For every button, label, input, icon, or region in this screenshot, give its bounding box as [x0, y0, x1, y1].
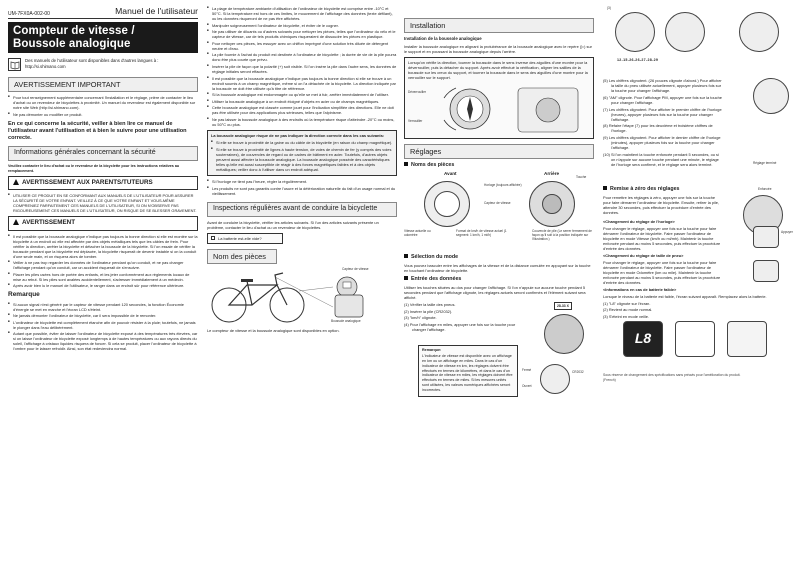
- list-item: ■ Pour tout renseignement supplémentaire concernant l'installation et le réglage, prière de contacter le lieu d'achat ou un revendeur de bicyclettes à proximité. Un manuel du revendeur est également disponible sur notre site Web (http://si.shimano.com).: [8, 95, 198, 110]
- product-title-line2: Boussole analogique: [13, 37, 131, 50]
- label-press: Appuyer: [781, 229, 793, 234]
- list-item: (1) Vérifier la taille des pneus.: [404, 301, 456, 307]
- list-item: ■ Manipuler soigneusement l'ordinateur de bicyclette, et éviter de le cogner.: [207, 23, 397, 28]
- tire-change-text: Pour changer le réglage, appuyer une fois sur la touche pour faire démarrer l'ordinateur de bicyclette. Faire passer l'ordinateur de bicyclette en mode Odomètre (km ou mile). Maintenir la touche enfoncée pendant au moins 5 secondes, puis effectuer la procédure d'entrée des données.: [603, 259, 721, 285]
- battery-change-title: <Informations en cas de batterie faible>: [603, 286, 677, 292]
- list-item: ■ Ne pas laisser la boussole analogique à des endroits où la température risque d'atteindre -20°C ou moins, ou 50°C ou plus.: [207, 117, 397, 127]
- label-unlock: Déverrouiller: [408, 89, 427, 94]
- list-item: ■ Ne pas démonter ou modifier ce produit.: [8, 112, 198, 117]
- install-box: [404, 57, 594, 139]
- list-item: ■ Si aucun signal n'est généré par le capteur de vitesse pendant 120 secondes, la fonction Économie d'énergie se met en marche et l'écran LCD s'éteint.: [8, 302, 198, 312]
- install-box-text: Lorsqu'on vérifie la direction, tourner la boussole dans le sens inverse des aiguilles d'une montre pour la déverrouiller, puis la détacher du support. Après avoir effectué la vérification, aligner les saillies de la boussole sur les creux du support, et tourner la boussole dans le sens des aiguilles d'une montre pour la verrouiller sur le support.: [408, 59, 588, 80]
- column-4: [603, 6, 797, 384]
- mode-subtitle: Sélection du mode: [411, 254, 459, 261]
- bicycle-figure: [207, 267, 397, 325]
- list-item: ■ Il est possible que la boussole analogique n'indique pas toujours la bonne direction si elle se trouve à un endroit soumis à un champ magnétique, même si on l'a détachée de la bicyclette. La direction indiquée par la boussole ne doit être utilisée qu'à titre de référence.: [207, 76, 397, 91]
- important-list: [8, 95, 198, 117]
- list-item: ■ Autant que possible, éviter de laisser l'ordinateur de bicyclette exposé à des températures très élevées, car si on laisse l'ordinateur de bicyclette exposé longtemps à de hautes températures ou aux rayons directs du soleil, l'affichage à cristaux liquides risquera de foncer. Si cela se produit, placer l'ordinateur de bicyclette à l'ombre pour le laisser refroidir. Ainsi, son état redeviendra normal.: [8, 331, 198, 351]
- list-item: ■ L'ordinateur de bicyclette est complètement étanche afin de pouvoir résister à la pluie; toutefois, ne jamais le plonger dans l'eau délibérément.: [8, 320, 198, 330]
- precautions-list-2: [207, 179, 397, 196]
- warning-triangle-icon: [13, 179, 19, 185]
- list-item: (6) "AM" clignote. Pour l'affichage PM, appuyer une fois sur la touche pour changer l'affichage.: [603, 94, 722, 105]
- web-note-text: Des manuels de l'utilisateur sont disponibles dans d'autres langues à : http://si.shimano.com: [25, 58, 159, 69]
- clock-change-text: Pour changer le réglage, appuyer une fois sur la touche pour faire démarrer l'ordinateur de bicyclette. Faire passer l'ordinateur de bicyclette en mode Vitesse (km/h ou mi/mh). Maintenir la touche enfoncée pendant au moins 5 secondes, puis effectuer la procédure d'entrée des données.: [603, 225, 721, 251]
- list-item: ■ La pile fournie à l'achat du produit est destinée à l'ordinateur de bicyclette ; la durée de vie de la pile pourra donc être plus courte que prévu.: [207, 52, 397, 62]
- warning-label: AVERTISSEMENT: [22, 219, 76, 227]
- label-speed-sensor-part: Capteur de vitesse: [484, 201, 511, 206]
- list-item: (4) Pour l'affichage en miles, appuyer une fois sur la touche pour changer l'affichage.: [404, 322, 516, 333]
- label-front: Avant: [444, 171, 457, 177]
- lcd-sleep: [727, 321, 767, 357]
- lcd-step5: [739, 12, 779, 52]
- clock-change-block: [603, 226, 797, 251]
- compass-note-title: La boussole analogique risque de ne pas indiquer la direction correcte dans les cas suivants:: [211, 132, 385, 138]
- label-lock: Verrouiller: [408, 118, 423, 123]
- list-item: ■ Après avoir bien lu le manuel de l'utilisateur, le ranger dans un endroit sûr pour référence ultérieure.: [8, 283, 198, 288]
- label-current-speed: Vitesse actuelle ou odomètre: [404, 229, 431, 238]
- label-closed: Fermé: [522, 367, 532, 372]
- entry-subheading: [404, 276, 594, 283]
- general-intro: Veuillez contacter le lieu d'achat ou le revendeur de la bicyclette pour les instructions relatives au remplacement.: [8, 163, 180, 173]
- list-item: (2) Revient au mode normal.: [603, 307, 653, 313]
- remark-list: [8, 302, 198, 352]
- doc-header: [8, 6, 198, 19]
- label-compass: Boussole analogique: [331, 319, 361, 324]
- list-item: (2) Insérer la pile (CR2032).: [404, 308, 453, 314]
- list-item: (1) "L8" clignote sur l'écran.: [603, 300, 651, 306]
- list-item: ■ Insérer la pile de façon que la polarité (+) soit visible. Si l'on insère la pile dans l'autre sens, les données de réglage initiales seront effacées.: [207, 64, 397, 74]
- tire-change-block: [603, 260, 797, 285]
- footer-note: Sous réserve de changement des spécifications sans préavis pour l'amélioration du produit. (French): [603, 373, 741, 382]
- list-item: ■ Si la boussole analogique est endommagée ou qu'elle se met à fuir, arrêter immédiatement de l'utiliser.: [207, 92, 397, 97]
- square-bullet-icon: [404, 276, 408, 280]
- inspection-checklist: [207, 233, 283, 244]
- compass-mount-icon: [408, 82, 588, 136]
- list-item: ■ Si elle se trouve à proximité de la gaine ou du câble de la bicyclette (en raison du champ magnétique).: [211, 140, 393, 145]
- entry-steps: [404, 302, 522, 332]
- list-item: (5) Les chiffres clignotent. (26 pouces clignote d'abord.) Pour afficher la taille du pneu utilisée actuellement, appuyer plusieurs fois sur la touche pour changer l'affichage.: [603, 78, 722, 93]
- list-item: ■ Il est possible que la boussole analogique n'indique pas toujours la bonne direction si elle est montée sur la bicyclette à un endroit où elle est affectée par des objets métalliques tels que les câbles de frein. Pour vérifier la direction, arrêter la bicyclette et détacher la boussole de la bicyclette. Si l'on essaie de vérifier la boussole pendant que la bicyclette est déplacée, la bicyclette risquerait de devenir instable si on la conduit d'une seule main, et on risquera alors de tomber.: [8, 234, 198, 259]
- label-reglage-termine: Réglage terminé: [753, 160, 777, 165]
- mode-subheading: [404, 254, 594, 261]
- general-heading: Informations générales concernant la sécurité: [8, 146, 198, 161]
- square-bullet-icon: [404, 254, 408, 258]
- entry-text: Utiliser les touches situées au dos pour changer l'affichage. Si l'on n'appuie sur aucune touche pendant 5 secondes pendant que l'affichage clignote, les réglages actuels seront confirmés et l'élément suivant sera affiché.: [404, 284, 586, 300]
- label-speed-sensor: Capteur de vitesse: [342, 267, 369, 272]
- label-touch: Touche: [576, 175, 587, 180]
- tire-change-lcd: [753, 260, 779, 282]
- list-item: ■ Ne pas utiliser de diluants ou d'autres solvants pour nettoyer les pièces, telles que l'ordinateur du vélo et le capteur de vitesse, car de tels produits chimiques risqueraient de dissoudre les pièces en plastique.: [207, 29, 397, 39]
- lcd-low-battery: L8: [623, 321, 663, 357]
- product-title-line1: Compteur de vitesse /: [13, 25, 135, 37]
- list-item: (7) Les chiffres clignotent. Pour afficher le premier chiffre de l'horloge (heures), appuyer plusieurs fois sur la touche pour changer l'affichage.: [603, 106, 722, 122]
- list-item: ■ Cette boussole analogique est classée comme jouet pour l'indication simplifiée des directions. Elle ne doit pas être utilisée pour des applications plus sérieuses, telles que l'alpinisme.: [207, 105, 397, 115]
- list-item: ■ UTILISER CE PRODUIT EN SE CONFORMANT AUX MANUELS DE L'UTILISATEUR POUR ASSURER LA SÉCURITÉ DE VOTRE ENFANT. VEILLEZ À CE QUE VOTRE ENFANT ET VOUS-MÊME COMPRENIEZ PARFAITEMENT CES MANUELS DE L'UTILISATEUR, SI ON N'OBSERVE PAS RIGOUREUSEMENT CES MANUELS DE L'UTILISATEUR, ON RISQUE DE SE BLESSER GRAVEMENT.: [8, 193, 198, 213]
- display-sequence-figure: [603, 6, 797, 132]
- warn-parents-heading: [8, 176, 198, 190]
- inspection-heading: Inspections régulières avant de conduire la bicyclette: [207, 202, 397, 217]
- clock-change-lcd: [753, 226, 779, 248]
- tire-illustration: [544, 314, 584, 354]
- remark-box-title: Remarque:: [422, 347, 442, 352]
- doc-code: UM-7FX0A-002-00: [8, 10, 50, 17]
- label-back: Arrière: [544, 171, 560, 177]
- label-open: Ouvert: [522, 383, 532, 388]
- remark-box: [418, 345, 518, 398]
- list-item: ■ Utiliser la boussole analogique à un endroit éloigné d'objets en acier ou de champs magnétiques.: [207, 99, 397, 104]
- label-enfoncee: Enfoncée: [758, 186, 772, 191]
- lcd-normal: [675, 321, 715, 357]
- remark-heading: Remarque: [8, 291, 40, 299]
- list-item: ■ La plage de température ambiante d'utilisation de l'ordinateur de bicyclette est comprise entre -10°C et 50°C. Si la température est hors de ces limites, le mouvement de l'affichage des données (texte défilant), ou les données risqueront de ne pas être affichées.: [207, 6, 397, 21]
- entry-subtitle: Entrée des données: [411, 275, 462, 282]
- bicycle-icon: [207, 267, 397, 325]
- square-bullet-icon: [603, 186, 607, 190]
- label-battery-type: CR2032: [572, 369, 584, 374]
- book-icon: [8, 58, 21, 71]
- reglage-row: [603, 160, 797, 183]
- parts-heading: Nom des pièces: [207, 249, 277, 264]
- list-item: ■ Si l'horloge ne tient pas l'heure, régler la régulièrement.: [207, 179, 397, 184]
- warning-list: [8, 234, 198, 289]
- column-2: [207, 6, 397, 335]
- warning-heading: [8, 216, 198, 230]
- inspection-item: La batterie est-elle vide?: [218, 235, 262, 241]
- remark-box-text: L'indicateur de vitesse est disponible avec un affichage en km ou un affichage en miles. Dans le cas d'un indicateur de vitesse en km, les réglages doivent être effectués en termes de kilomètres, et dans le cas d'un indicateur de vitesse en miles, les réglages doivent être effectués en termes de miles. Si les mesures unités sont utilisées, les valeurs numériques affichées seront incorrectes.: [422, 354, 513, 392]
- manual-title: Manuel de l'utilisateur: [115, 6, 198, 16]
- list-item: (9) Les chiffres clignotent. Pour afficher le dernier chiffre de l'horloge (minutes), appuyer plusieurs fois sur la touche pour changer l'affichage.: [603, 135, 721, 151]
- fig-num-3: (3): [607, 6, 611, 10]
- list-item: ■ Veiller à ne pas trop regarder les données de l'ordinateur pendant qu'on conduit, et ne pas changer l'affichage pendant qu'on conduit, car un accident risquerait de s'ensuivre.: [8, 260, 198, 270]
- compass-note-list: [211, 140, 393, 172]
- list-item: ■ Les produits ne sont pas garantis contre l'usure et la détérioration naturelle du fait d'un usage normal et du vieillissement.: [207, 186, 397, 196]
- label-battery-cover: Couvercle de pile (Le serrer fermement de façon qu'il soit à la position indiquée sur l'illustration.): [532, 229, 592, 242]
- column-1: [8, 6, 198, 353]
- reset-subtitle: Remise à zéro des réglages: [610, 185, 680, 192]
- battery-open-illustration: [540, 364, 570, 394]
- lcd-sequence: 12-15-26-26-27-28-29: [617, 58, 659, 62]
- clock-change-title: <Changement du réglage de l'horloge>: [603, 218, 675, 224]
- list-item: (8) Refaire l'étape (7) pour les deuxième et troisième chiffres de l'horloge.: [603, 123, 713, 134]
- battery-change-text: Lorsque le niveau de la batterie est faible, l'écran suivant apparaît. Remplacez alors la batterie.: [603, 293, 767, 299]
- label-unit-format: Format de km/h de vitesse actuel (1 segment: 1 km/h, 1 mi/h): [456, 229, 507, 238]
- install-subtitle: Installation de la boussole analogique: [404, 36, 482, 42]
- list-item: ■ Ne jamais démonter l'ordinateur de bicyclette, car il sera impossible de le remonter.: [8, 313, 198, 318]
- checkbox-icon: [211, 236, 215, 240]
- reset-text: Pour remettre les réglages à zéro, appuyer une fois sur la touche pour faire démarrer l'ordinateur de bicyclette. Ensuite, retirer la pile, attendre 30 secondes, puis effectuer la procédure d'entrée des données.: [603, 194, 720, 215]
- parents-list: [8, 193, 198, 213]
- label-clock: Horloge (toujours affichée): [484, 183, 522, 188]
- lock-figure: [408, 82, 590, 136]
- install-text: Installer la boussole analogique en alignant la protubérance de la boussole analogique avec le repère (▷) sur le support et en poussant la boussole analogique depuis l'arrière.: [404, 43, 592, 54]
- warn-parents-label: AVERTISSEMENT AUX PARENTS/TUTEURS: [22, 179, 153, 187]
- list-item: ■ Placer les piles usées hors de portée des enfants, et les jeter conformément aux règlements locaux de mise au rebut. Si les piles sont avalées accidentellement, s'adresser immédiatement à un médecin.: [8, 272, 198, 282]
- list-item: (3) S'éteint en mode veille.: [603, 314, 649, 320]
- column-3: [404, 6, 594, 408]
- web-note: [8, 58, 198, 71]
- entry-area: [404, 302, 594, 408]
- battery-steps: [603, 301, 797, 320]
- mode-text: Vous pouvez basculer entre les affichages de la vitesse et de la distance cumulée en appuyant sur la touche en touchant l'ordinateur de bicyclette.: [404, 262, 591, 273]
- safety-statement: En ce qui concerne la sécurité, veiller à bien lire ce manuel de l'utilisateur avant l'utilisation et à bien le suivre pour une utilisation correcte.: [8, 121, 187, 142]
- parts-subtitle: Noms des pièces: [411, 162, 455, 169]
- compass-note-box: [207, 130, 397, 176]
- list-item: ■ Pour nettoyer ces pièces, les essuyer avec un chiffon imprégné d'une solution très diluée de détergent neutre et d'eau.: [207, 41, 397, 51]
- installation-heading: Installation: [404, 18, 594, 33]
- lcd-step4: [665, 12, 705, 52]
- precautions-list: [207, 6, 397, 127]
- important-heading: AVERTISSEMENT IMPORTANT: [8, 77, 198, 92]
- list-item: (3) "km/h" clignote.: [404, 315, 437, 321]
- product-title-banner: [8, 22, 198, 53]
- reglages-heading: Réglages: [404, 144, 594, 159]
- warning-triangle-icon: [13, 219, 19, 225]
- parts-subheading: [404, 162, 594, 169]
- tire-change-title: <Changement du réglage de taille de pneu>: [603, 252, 684, 258]
- list-item: (10) Si l'on maintient la touche enfoncée pendant 5 secondes, ou si on n'appuie sur aucune touche pendant une minute, le réglage de l'horloge sera confirmé, et le réglage sera alors terminé.: [603, 151, 719, 167]
- inspection-text: Avant de conduire la bicyclette, vérifier les articles suivants. Si l'un des articles suivants présente un problème, contacter le lieu d'achat ou un revendeur de bicyclettes.: [207, 219, 379, 230]
- parts-caption: Le compteur de vitesse et la boussole analogique sont disponibles en option.: [207, 328, 340, 334]
- square-bullet-icon: [404, 162, 408, 166]
- tire-size-label: 28-33 X: [554, 302, 572, 310]
- list-item: ■ Si elle se trouve à proximité de lignes à haute tension, de voies de chemin de fer (y compris des voies souterraines), de couvercles de regard ou de cadres de bâtiment en acier. Toutefois, d'autres objets peuvent aussi affecter la boussole analogique. La boussole analogique possède des caractéristiques telles qu'elle est aussi susceptible de réagir à des forces magnétiques faibles et à des objets métalliques; veiller donc à l'utiliser dans un endroit adéquat.: [211, 147, 393, 172]
- front-back-figure: [404, 171, 594, 251]
- battery-lcd-figure: [603, 321, 797, 365]
- lcd-step7: [753, 78, 789, 114]
- lcd-step3: [615, 12, 655, 52]
